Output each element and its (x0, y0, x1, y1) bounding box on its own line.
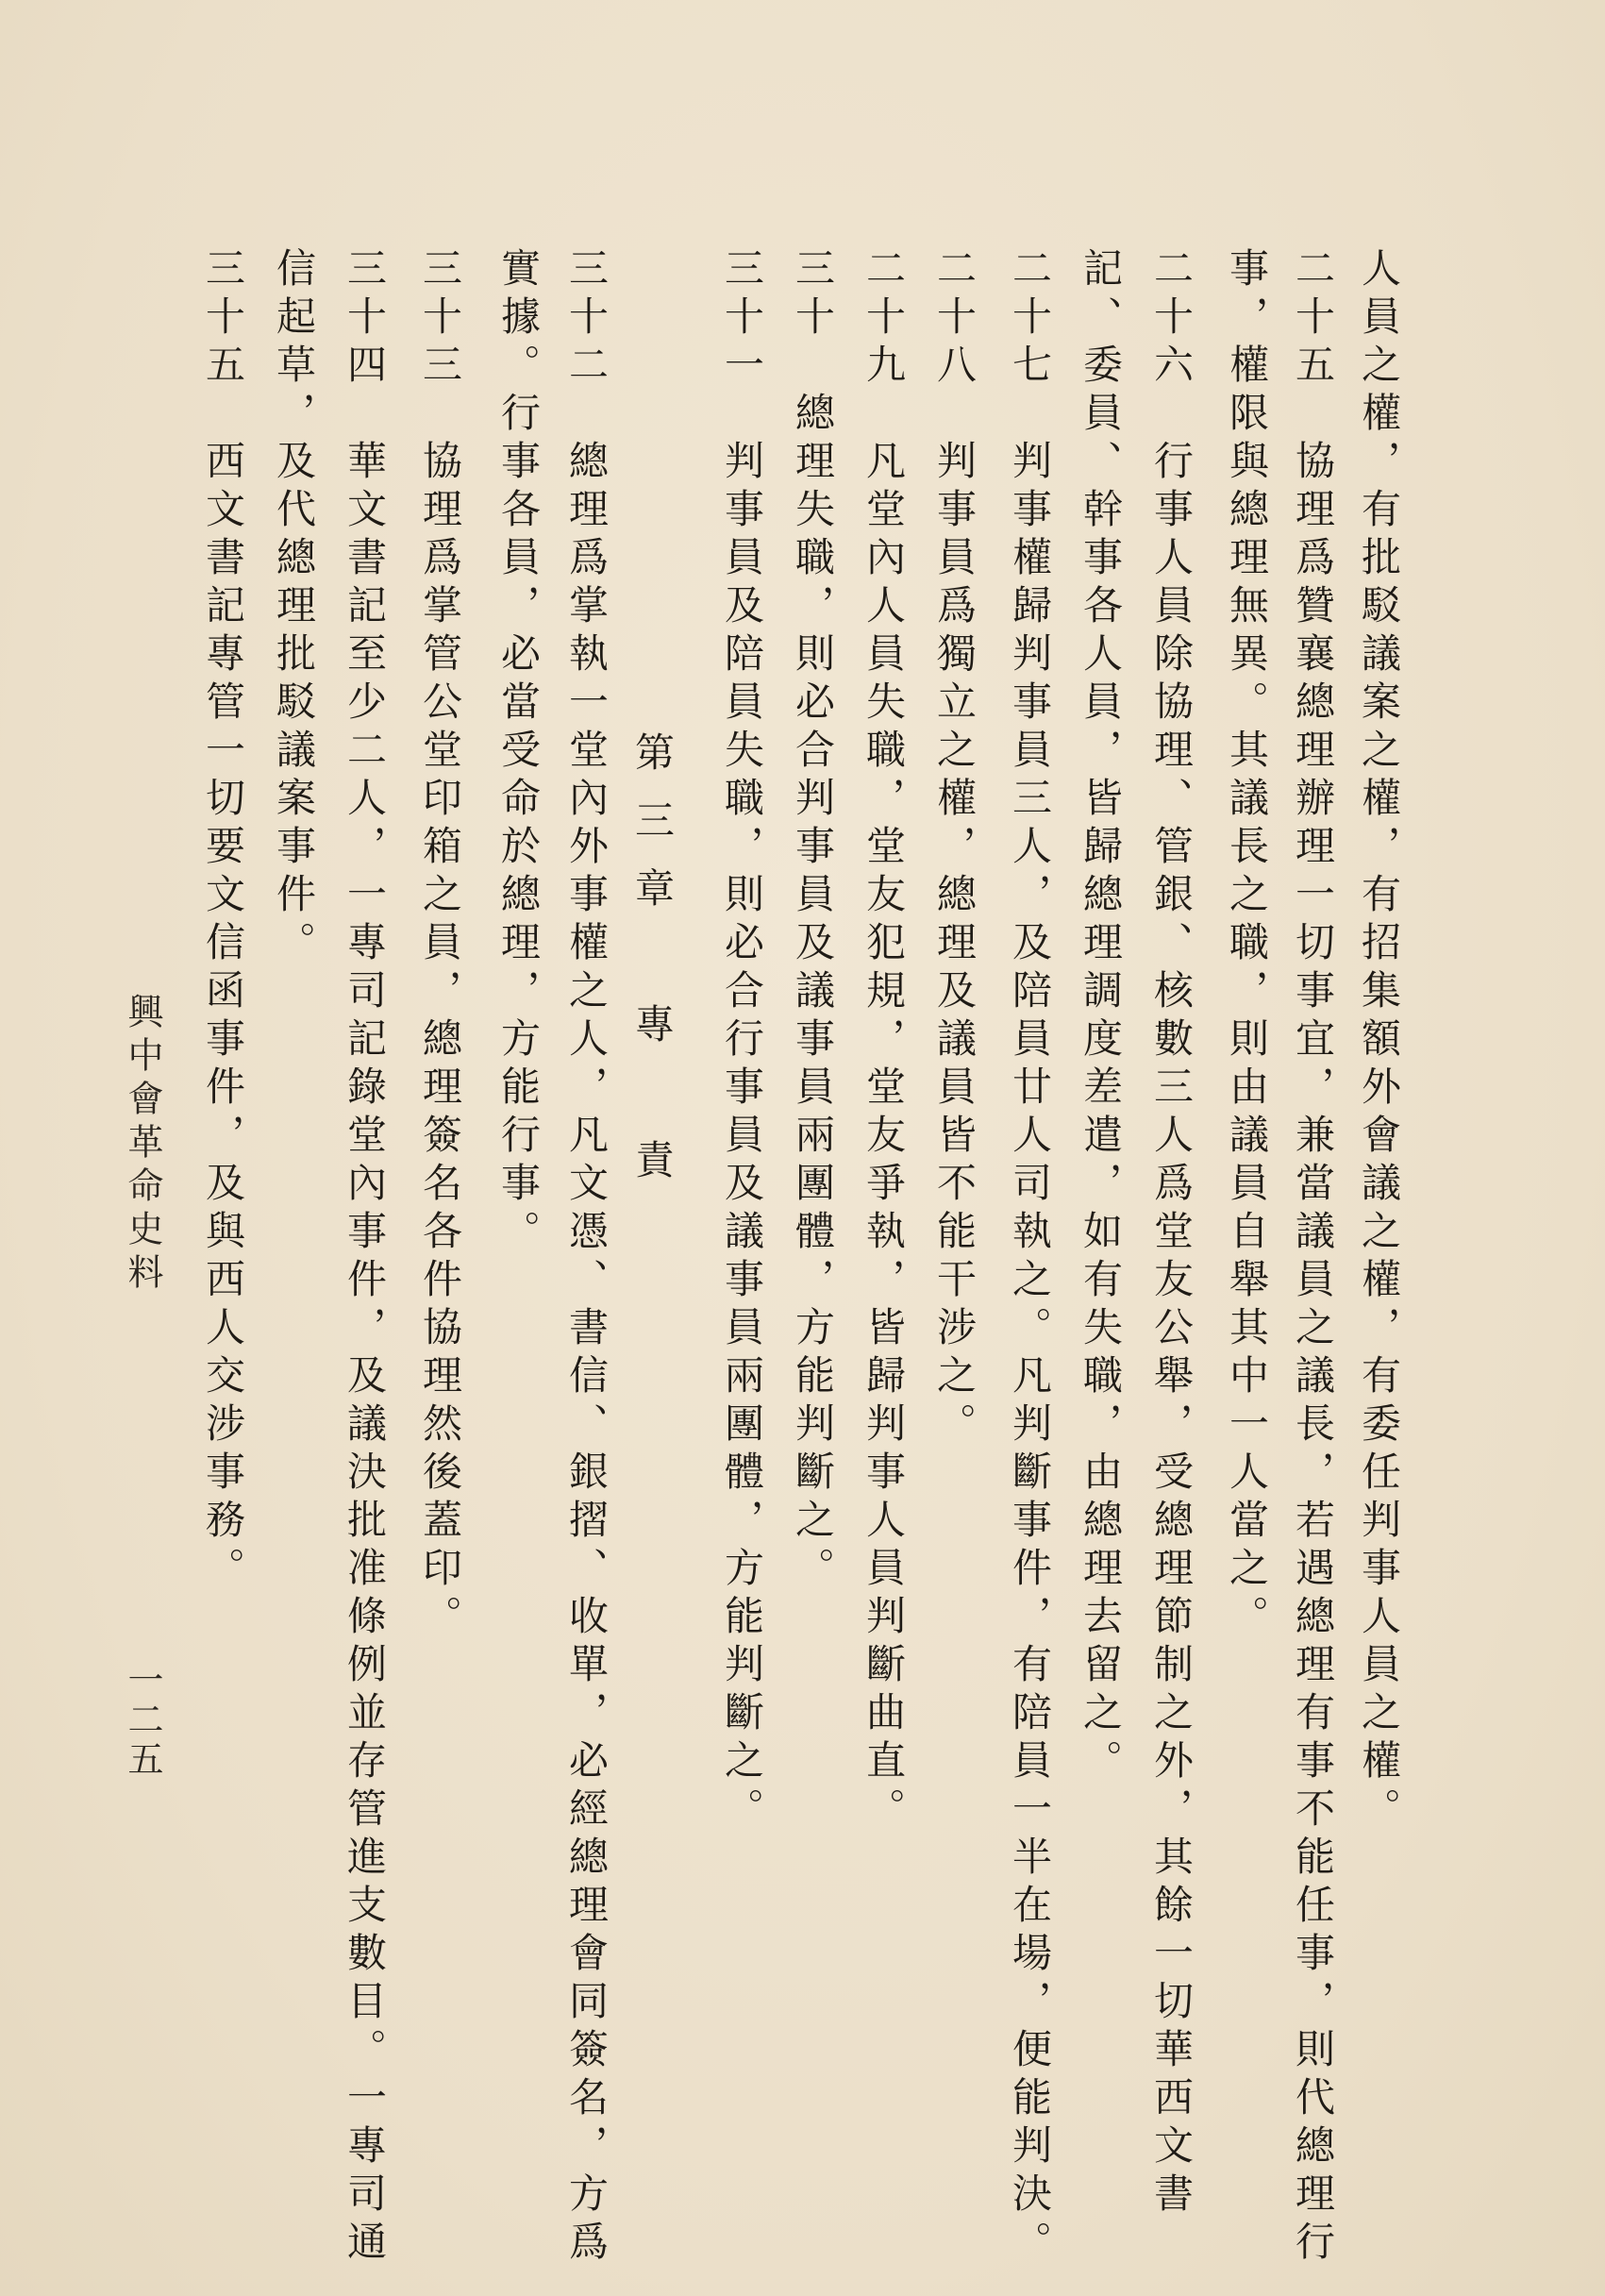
text-column-17: 三十五 西文書記專管一切要文信函事件，及與西人交涉事務。 (200, 247, 246, 1595)
book-title: 興中會革命史料 (122, 993, 163, 1297)
text-column-10: 三十一 判事員及陪員失職，則必合行事員及議事員兩團體，方能判斷之。 (719, 247, 765, 1835)
text-column-5: 記、委員、幹事各人員，皆歸總理調度差遣，如有失職，由總理去留之。 (1078, 247, 1124, 1787)
text-column-15: 三十四 華文書記至少二人，一專司記錄堂內事件，及議決批准條例並存管進支數目。一專司通 (342, 247, 388, 2269)
text-column-16: 信起草，及代總理批駁議案事件。 (271, 247, 317, 969)
chapter-heading: 第三章 專 責 (629, 731, 676, 1207)
text-column-1: 人員之權，有批駁議案之權，有招集額外會議之權，有委任判事人員之權。 (1356, 247, 1402, 1835)
text-column-7: 二十八 判事員爲獨立之權，總理及議員皆不能干涉之。 (931, 247, 978, 1450)
text-column-12: 三十二 總理爲掌執一堂內外事權之人，凡文憑、書信、銀摺、收單，必經總理會同簽名，方爲 (563, 247, 610, 2269)
text-column-2: 二十五 協理爲贊襄總理辦理一切事宜，兼當議員之議長，若遇總理有事不能任事，則代總理行 (1290, 247, 1336, 2269)
text-column-4: 二十六 行事人員除協理、管銀、核數三人爲堂友公舉，受總理節制之外，其餘一切華西文書 (1148, 247, 1195, 2221)
text-column-9: 三十 總理失職，則必合判事員及議事員兩團體，方能判斷之。 (790, 247, 836, 1595)
text-column-13: 實據。行事各員，必當受命於總理，方能行事。 (495, 247, 542, 1258)
text-column-6: 二十七 判事權歸判事員三人，及陪員廿人司執之。凡判斷事件，有陪員一半在場，便能判決。 (1007, 247, 1053, 2269)
page-number: 一二五 (122, 1661, 163, 1780)
text-column-3: 事，權限與總理無異。其議長之職，則由議員自舉其中一人當之。 (1224, 247, 1270, 1643)
text-column-8: 二十九 凡堂內人員失職，堂友犯規，堂友爭執，皆歸判事人員判斷曲直。 (861, 247, 907, 1835)
text-column-14: 三十三 協理爲掌管公堂印箱之員，總理簽名各件協理然後蓋印。 (417, 247, 463, 1643)
